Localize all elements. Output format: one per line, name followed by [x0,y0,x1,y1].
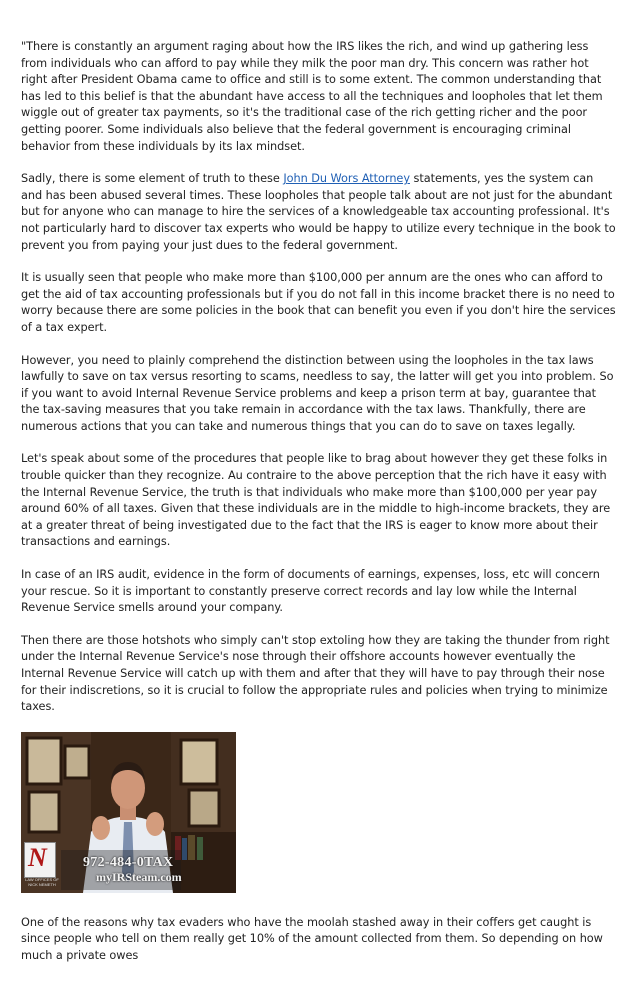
logo-letter: N [28,842,47,872]
law-office-logo [24,842,56,878]
video-still-image [21,732,236,893]
logo-caption: LAW OFFICES OF NICK NEMETH [25,876,59,887]
paragraph-5: Let's speak about some of the procedures that people like to brag about however they get these folks in trouble quicker than they recognize. Au contraire to the above perception that the rich have it easy with the Internal Revenue Service, the truth is that individuals who make more than $100,000 per year pay around 60% of all taxes. Given that these individuals are in the middle to high-income brackets, they are at a greater threat of being investigated due to the fact that the IRS is eager to know more about their transactions and earnings. [21,452,611,549]
phone-number: 972-484-0TAX [83,854,174,870]
document-page [21,39,616,981]
attorney-link[interactable]: John Du Wors Attorney [283,172,410,186]
paragraph-7: Then there are those hotshots who simply can't stop extoling how they are taking the thunder from right under the Internal Revenue Service's nose through their offshore accounts however eventually the Internal Revenue Service will catch up with them and after that they will have to pay through their nose for their indiscretions, so it is crucial to follow the appropriate rules and policies when trying to minimize taxes. [21,633,610,714]
paragraph-2 [21,171,616,254]
closing-paragraph: One of the reasons why tax evaders who have the moolah stashed away in their coffers get caught is since people who tell on them really get 10% of the amount collected from them. So depending on how much a private owes [21,915,603,962]
paragraph-4: However, you need to plainly comprehend the distinction between using the loopholes in the tax laws lawfully to save on tax versus resorting to scams, needless to say, the latter will get you into problem. So if you want to avoid Internal Revenue Service problems and keep a prison term at bay, guarantee that the tax-saving measures that you take remain in accordance with the tax laws. Thankfully, there are numerous actions that you can take and numerous things that you can do to save on taxes legally. [21,353,614,433]
paragraph-1: "There is constantly an argument raging about how the IRS likes the rich, and wind up gathering less from individuals who can afford to pay while they milk the poor man dry. This concern was rather hot right after President Obama came to office and still is to some extent. The common understanding that has led to this belief is that the abundant have access to all the techniques and loopholes that let them wiggle out of greater tax payments, so it's the traditional case of the rich getting richer and the poor getting poorer. Some individuals also believe that the federal government is encouraging criminal behavior from these individuals by its lax mindset. [21,40,603,153]
paragraph-6: In case of an IRS audit, evidence in the form of documents of earnings, expenses, loss, etc will concern your rescue. So it is important to constantly preserve correct records and lay low while the Internal Revenue Service smells around your company. [21,568,600,615]
paragraph-2-lead: Sadly, there is some element of truth to these [21,172,284,186]
paragraph-3: It is usually seen that people who make more than $100,000 per annum are the ones who can afford to get the aid of tax accounting professionals but if you do not fall in this income bracket there is no need to worry because there are some policies in the book that can benefit you even if you don't hire the services of a tax expert. [21,271,616,334]
paragraph-2-rest: statements, yes the system can and has been abused several times. These loopholes that people talk about are not just for the abundant but for anyone who can manage to hire the services of a knowledgeable tax accounting professional. It's not particularly hard to discover tax experts who would be happy to utilize every technique in the book to prevent you from paying your just dues to the federal government. [21,172,616,252]
website-caption: myIRSteam.com [96,869,182,884]
